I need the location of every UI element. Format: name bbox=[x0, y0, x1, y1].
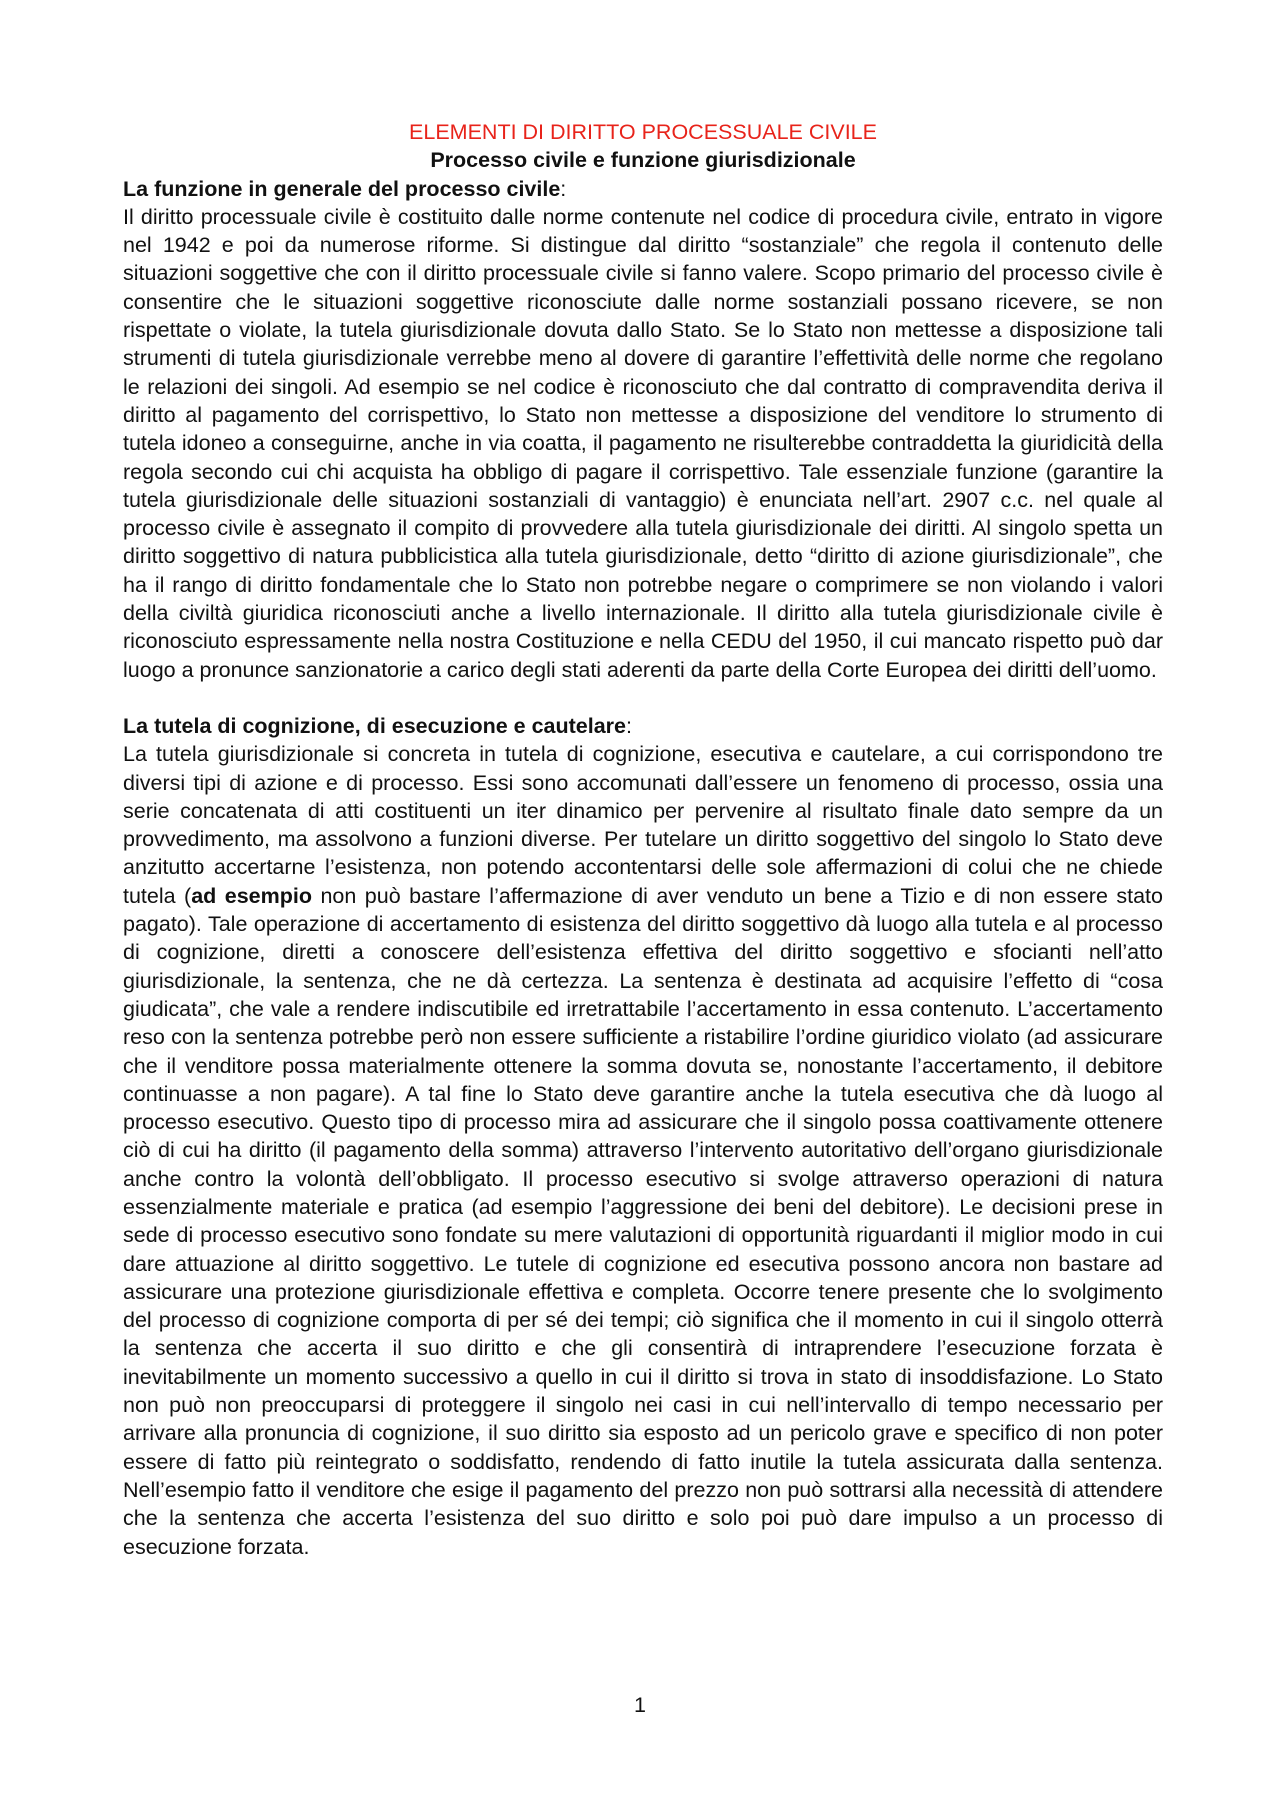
section-spacer bbox=[123, 684, 1163, 712]
document-subtitle: Processo civile e funzione giurisdizionale bbox=[430, 148, 856, 173]
document-title: ELEMENTI DI DIRITTO PROCESSUALE CIVILE bbox=[409, 120, 877, 144]
section-paragraph-funzione: Il diritto processuale civile è costituito dalle norme contenute nel codice di procedura civile, entrato in vigore nel 1942 e poi da numerose riforme. Si distingue dal diritto “sostanziale” che regola il contenuto delle situazioni soggettive che con il diritto processuale civile si fanno valere. Scopo primario del processo civile è consentire che le situazioni soggettive riconosciute dalle norme sostanziali possano ricevere, se non rispettate o violate, la tutela giurisdizionale dovuta dallo Stato. Se lo Stato non mettesse a disposizione tali strumenti di tutela giurisdizionale verrebbe meno al dovere di garantire l’effettività delle norme che regolano le relazioni dei singoli. Ad esempio se nel codice è riconosciuto che dal contratto di compravendita deriva il diritto al pagamento del corrispettivo, lo Stato non mettesse a disposizione del venditore lo strumento di tutela idoneo a conseguirne, anche in via coatta, il pagamento ne risulterebbe contraddetta la giuridicità della regola secondo cui chi acquista ha obbligo di pagare il corrispettivo. Tale essenziale funzione (garantire la tutela giurisdizionale delle situazioni sostanziali di vantaggio) è enunciata nell’art. 2907 c.c. nel quale al processo civile è assegnato il compito di provvedere alla tutela giurisdizionale dei diritti. Al singolo spetta un diritto soggettivo di natura pubblicistica alla tutela giurisdizionale, detto “diritto di azione giurisdizionale”, che ha il rango di diritto fondamentale che lo Stato non potrebbe negare o comprimere se non violando i valori della civiltà giuridica riconosciuti anche a livello internazionale. Il diritto alla tutela giurisdizionale civile è riconosciuto espressamente nella nostra Costituzione e nella CEDU del 1950, il cui mancato rispetto può dar luogo a pronunce sanzionatorie a carico degli stati aderenti da parte della Corte Europea dei diritti dell’uomo. bbox=[123, 204, 1163, 682]
section-heading-funzione bbox=[123, 175, 1163, 203]
document-page bbox=[123, 118, 1163, 1561]
paragraph-text: non può bastare l’affermazione di aver venduto un bene a Tizio e di non essere stato pagato). Tale operazione di accertamento di esistenza del diritto soggettivo dà luogo alla tutela e al processo di cognizione, diretti a conoscere dell’esistenza effettiva del diritto soggettivo e sfocianti nell’atto giurisdizionale, la sentenza, che ne dà certezza. La sentenza è destinata ad acquisire l’effetto di “cosa giudicata”, che vale a rendere indiscutibile ed irretrattabile l’accertamento in essa contenuto. L’accertamento reso con la sentenza potrebbe però non essere sufficiente a ristabilire l’ordine giuridico violato (ad assicurare che il venditore possa materialmente ottenere la somma dovuta se, nonostante l’accertamento, il debitore continuasse a non pagare). A tal fine lo Stato deve garantire anche la tutela esecutiva che dà luogo al processo esecutivo. Questo tipo di processo mira ad assicurare che il singolo possa coattivamente ottenere ciò di cui ha diritto (il pagamento della somma) attraverso l’intervento autoritativo dell’organo giurisdizionale anche contro la volontà dell’obbligato. Il processo esecutivo si svolge attraverso operazioni di natura essenzialmente materiale e pratica (ad esempio l’aggressione dei beni del debitore). Le decisioni prese in sede di processo esecutivo sono fondate su mere valutazioni di opportunità riguardanti il miglior modo in cui dare attuazione al diritto soggettivo. Le tutele di cognizione ed esecutiva possono ancora non bastare ad assicurare una protezione giurisdizionale effettiva e completa. Occorre tenere presente che lo svolgimento del processo di cognizione comporta di per sé dei tempi; ciò significa che il momento in cui il singolo otterrà la sentenza che accerta il suo diritto e che gli consentirà di intraprendere l’esecuzione forzata è inevitabilmente un momento successivo a quello in cui il diritto si trova in stato di insoddisfazione. Lo Stato non può non preoccuparsi di proteggere il singolo nei casi in cui nell’intervallo di tempo necessario per arrivare alla pronuncia di cognizione, il suo diritto sia esposto ad un pericolo grave e specifico di non poter essere di fatto più reintegrato o soddisfatto, rendendo di fatto inutile la tutela assicurata dalla sentenza. Nell’esempio fatto il venditore che esige il pagamento del prezzo non può sottrarsi alla necessità di attendere che la sentenza che accerta l’esistenza del suo diritto e solo poi può dare impulso a un processo di esecuzione forzata. bbox=[123, 883, 1163, 1559]
paragraph-emphasis: ad esempio bbox=[191, 883, 312, 908]
section-paragraph-tutela bbox=[123, 740, 1163, 1561]
paragraph-text: La tutela giurisdizionale si concreta in tutela di cognizione, esecutiva e cautelare, a cui corrispondono tre diversi tipi di azione e di processo. Essi sono accomunati dall’essere un fenomeno di processo, ossia una serie concatenata di atti costituenti un iter dinamico per pervenire al risultato finale dato sempre da un provvedimento, ma assolvono a funzioni diverse. Per tutelare un diritto soggettivo del singolo lo Stato deve anzitutto accertarne l’esistenza, non potendo accontentarsi delle sole affermazioni di colui che ne chiede tutela ( bbox=[123, 742, 1163, 908]
section-heading-colon: : bbox=[560, 176, 567, 201]
section-heading-text: La funzione in generale del processo civile bbox=[123, 176, 561, 201]
section-heading-text: La tutela di cognizione, di esecuzione e cautelare bbox=[123, 713, 626, 738]
page-number: 1 bbox=[634, 1693, 646, 1717]
section-heading-tutela bbox=[123, 712, 1163, 740]
section-heading-colon: : bbox=[626, 713, 632, 738]
